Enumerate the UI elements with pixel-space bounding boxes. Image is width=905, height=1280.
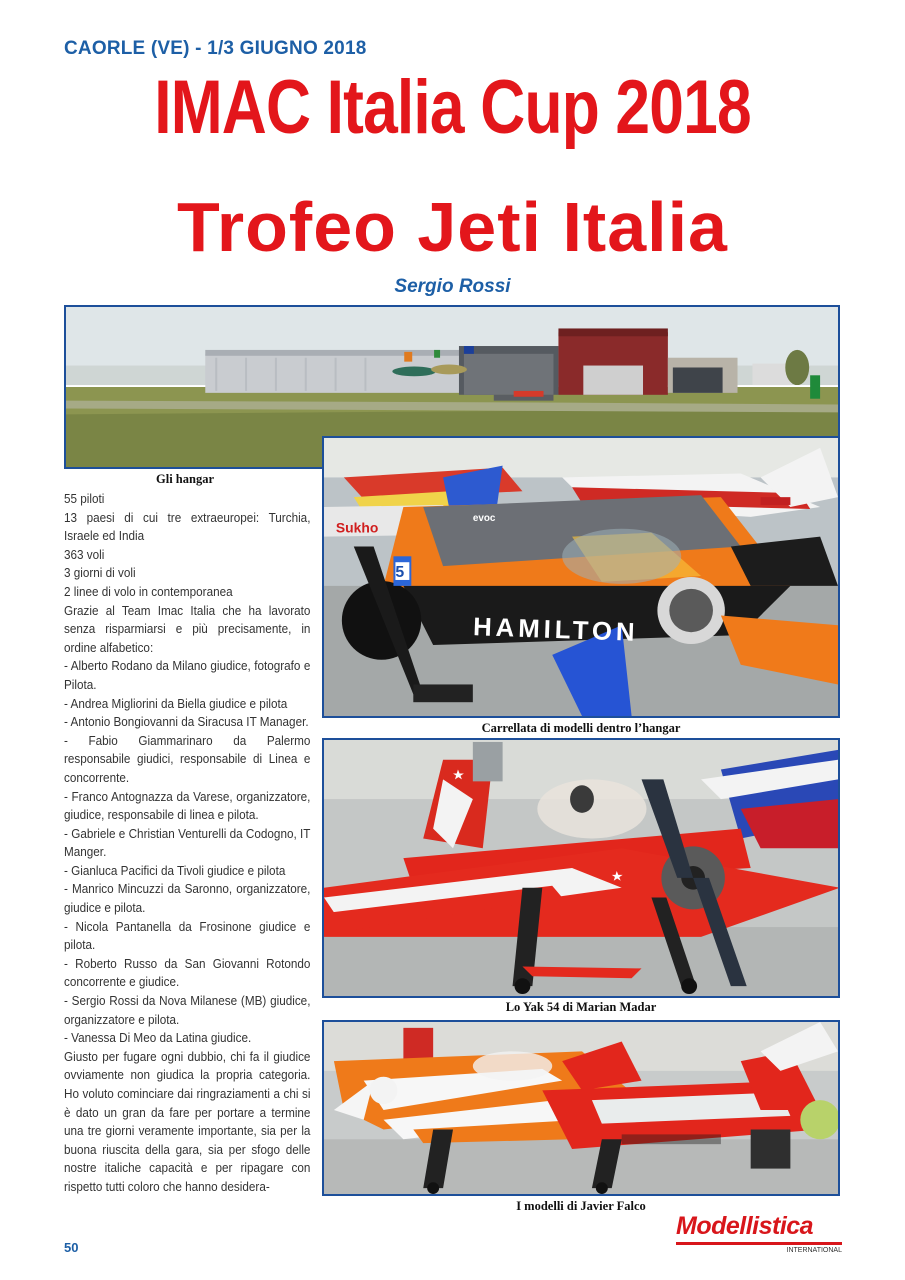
page-title: IMAC Italia Cup 2018: [154, 65, 751, 150]
sukhoi-text: Sukho: [335, 519, 379, 536]
body-line: - Manrico Mincuzzi da Saronno, organizzatore, giudice e pilota.: [64, 882, 311, 916]
author: Sergio Rossi: [394, 276, 511, 297]
body-line: - Nicola Pantanella da Frosinone giudice e pilota.: [64, 919, 311, 953]
body-line: 13 paesi di cui tre extraeuropei: Turchia, Israele ed India: [64, 510, 311, 544]
body-line: - Franco Antognazza da Varese, organizzatore, giudice, responsabile di linea e pilota.: [64, 789, 311, 823]
page-subtitle: Trofeo Jeti Italia: [177, 188, 728, 266]
body-line: - Gabriele e Christian Venturelli da Codogno, IT Manger.: [64, 826, 311, 860]
kicker: CAORLE (VE) - 1/3 GIUGNO 2018: [64, 38, 367, 59]
caption-falco: I modelli di Javier Falco: [516, 1199, 646, 1213]
photo-falco: [322, 1020, 840, 1196]
brand-name: Modellistica: [676, 1212, 814, 1240]
page-number: 50: [64, 1240, 79, 1255]
body-line: - Antonio Bongiovanni da Siracusa IT Manager.: [64, 715, 309, 730]
hamilton-text: HAMILTON: [472, 613, 639, 647]
body-line: 2 linee di volo in contemporanea: [64, 584, 233, 599]
body-line: - Sergio Rossi da Nova Milanese (MB) giudice, organizzatore e pilota.: [64, 994, 311, 1027]
photo-yak: [322, 738, 840, 998]
body-line: - Vanessa Di Meo da Latina giudice.: [64, 1031, 252, 1046]
article-body: [64, 490, 310, 1197]
photo-hangar-models: [322, 436, 840, 718]
body-line: 363 voli: [64, 547, 105, 562]
body-line: - Gianluca Pacifici da Tivoli giudice e pilota: [64, 863, 286, 878]
body-line: - Fabio Giammarinaro da Palermo responsabile giudici, responsabile di Linea e concorrente.: [64, 733, 311, 785]
caption-yak: Lo Yak 54 di Marian Madar: [505, 1000, 657, 1014]
brand-logo: [676, 1214, 842, 1254]
body-line: 55 piloti: [64, 492, 105, 506]
caption-hangar: Gli hangar: [156, 472, 214, 486]
race-number: 5: [395, 564, 405, 581]
body-line: - Andrea Migliorini da Biella giudice e pilota: [64, 696, 288, 711]
evoc-text: evoc: [472, 512, 496, 524]
body-line: Giusto per fugare ogni dubbio, chi fa il giudice ovviamente non giudica la propria categoria. Ho voluto cominciare dai ringraziamenti a chi si è dato un gran da fare per portare a termine una tre giorni veramente importante, sia per la buona riuscita della gara, sia per sfogo delle nostre italiche capacità e per ripagare con rispetto tutti coloro che hanno desidera-: [64, 1049, 311, 1194]
body-line: 3 giorni di voli: [64, 566, 136, 581]
caption-carrellata: Carrellata di modelli dentro l’hangar: [481, 721, 681, 735]
body-line: - Alberto Rodano da Milano giudice, fotografo e Pilota.: [64, 659, 311, 692]
brand-underline: [676, 1242, 842, 1245]
body-line: - Roberto Russo da San Giovanni Rotondo concorrente e giudice.: [64, 956, 311, 990]
body-line: Grazie al Team Imac Italia che ha lavorato senza risparmiarsi e più precisamente, in ordine alfabetico:: [64, 603, 311, 655]
brand-sub: INTERNATIONAL: [786, 1247, 842, 1254]
